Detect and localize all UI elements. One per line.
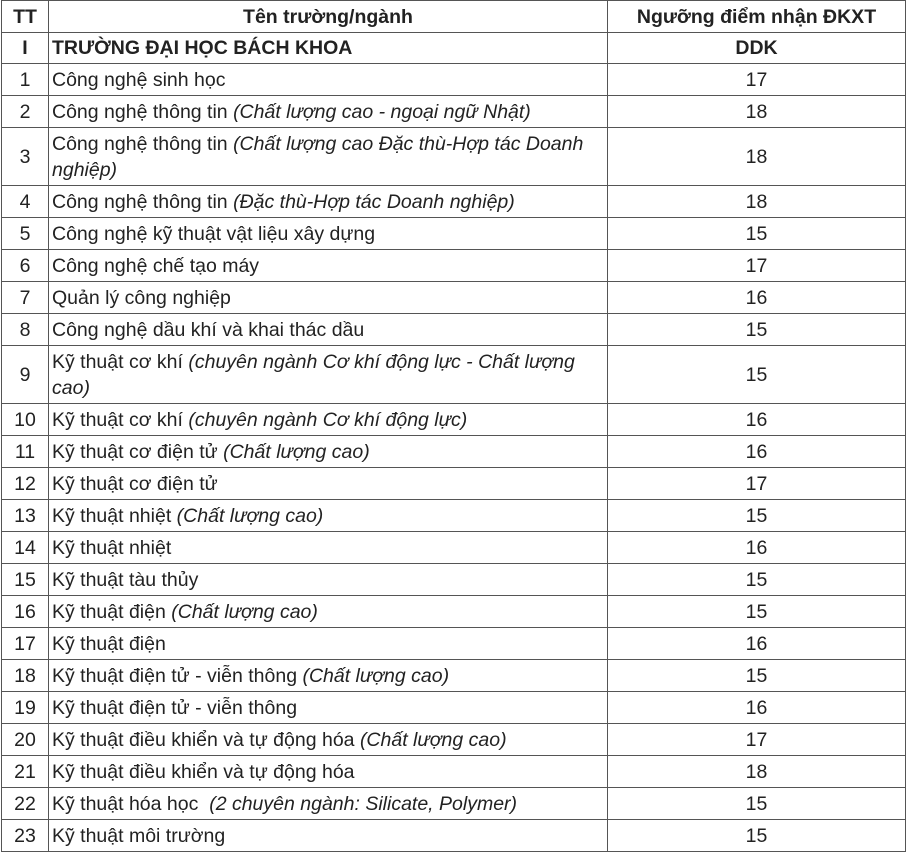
row-name: Kỹ thuật hóa học — [52, 792, 210, 815]
row-score: 17 — [608, 64, 906, 96]
row-name-cell — [49, 186, 608, 218]
table-row — [2, 628, 906, 660]
row-score: 15 — [608, 820, 906, 852]
row-name-cell — [49, 404, 608, 436]
row-score: 16 — [608, 532, 906, 564]
row-score: 15 — [608, 596, 906, 628]
row-name: Kỹ thuật nhiệt — [52, 536, 172, 559]
row-name: Kỹ thuật điều khiển và tự động hóa — [52, 760, 355, 783]
section-index: I — [2, 33, 49, 64]
row-score: 15 — [608, 788, 906, 820]
row-score: 16 — [608, 282, 906, 314]
admission-threshold-table — [1, 0, 906, 852]
row-note: (chuyên ngành Cơ khí động lực) — [188, 408, 468, 431]
table-row — [2, 596, 906, 628]
table-row — [2, 532, 906, 564]
row-name: Công nghệ dầu khí và khai thác dầu — [52, 318, 365, 341]
row-name-cell — [49, 346, 608, 404]
table-row — [2, 282, 906, 314]
table-row — [2, 64, 906, 96]
row-tt: 14 — [2, 532, 49, 564]
table-row — [2, 96, 906, 128]
header-score: Ngưỡng điểm nhận ĐKXT — [608, 1, 906, 33]
row-name-cell — [49, 250, 608, 282]
table-row — [2, 468, 906, 500]
row-name-cell — [49, 468, 608, 500]
table-row — [2, 724, 906, 756]
row-score: 16 — [608, 436, 906, 468]
row-score: 16 — [608, 692, 906, 724]
row-tt: 6 — [2, 250, 49, 282]
row-tt: 13 — [2, 500, 49, 532]
table-row — [2, 250, 906, 282]
row-score: 15 — [608, 346, 906, 404]
table-row — [2, 820, 906, 852]
row-name-cell — [49, 596, 608, 628]
row-score: 18 — [608, 186, 906, 218]
row-name-cell — [49, 96, 608, 128]
row-name-cell — [49, 500, 608, 532]
row-tt: 9 — [2, 346, 49, 404]
row-name: Công nghệ chế tạo máy — [52, 254, 260, 277]
row-name-cell — [49, 128, 608, 186]
table-row — [2, 436, 906, 468]
row-name-cell — [49, 628, 608, 660]
table-row — [2, 314, 906, 346]
row-name-cell — [49, 692, 608, 724]
row-name-cell — [49, 788, 608, 820]
row-note: (Chất lượng cao) — [359, 728, 507, 751]
row-score: 16 — [608, 404, 906, 436]
row-name-cell — [49, 282, 608, 314]
table-row — [2, 756, 906, 788]
row-tt: 4 — [2, 186, 49, 218]
row-name: Công nghệ sinh học — [52, 68, 226, 91]
row-name-cell — [49, 820, 608, 852]
row-note: (Chất lượng cao) — [171, 600, 318, 623]
row-name-cell — [49, 218, 608, 250]
section-name: TRƯỜNG ĐẠI HỌC BÁCH KHOA — [49, 33, 608, 64]
row-name: Quản lý công nghiệp — [52, 286, 231, 309]
row-score: 15 — [608, 660, 906, 692]
row-name-cell — [49, 756, 608, 788]
row-tt: 19 — [2, 692, 49, 724]
row-score: 15 — [608, 218, 906, 250]
row-score: 18 — [608, 128, 906, 186]
row-score: 15 — [608, 314, 906, 346]
row-tt: 1 — [2, 64, 49, 96]
row-tt: 3 — [2, 128, 49, 186]
table-row — [2, 788, 906, 820]
section-row — [2, 33, 906, 64]
row-note: (chuyên ngành Cơ khí động lực - Chất lượng cao) — [52, 350, 575, 399]
row-name: Công nghệ thông tin — [52, 100, 234, 123]
row-tt: 16 — [2, 596, 49, 628]
row-note: (Chất lượng cao) — [176, 504, 324, 527]
table-row — [2, 128, 906, 186]
table-row — [2, 404, 906, 436]
row-name: Kỹ thuật cơ khí — [52, 408, 189, 431]
row-tt: 5 — [2, 218, 49, 250]
table-row — [2, 186, 906, 218]
row-name: Kỹ thuật nhiệt — [52, 504, 177, 527]
row-name: Kỹ thuật điện tử - viễn thông — [52, 696, 298, 719]
table-row — [2, 500, 906, 532]
row-name: Kỹ thuật điện tử - viễn thông — [52, 664, 303, 687]
row-tt: 12 — [2, 468, 49, 500]
row-note: (Đặc thù-Hợp tác Doanh nghiệp) — [233, 190, 515, 213]
row-name: Kỹ thuật cơ điện tử — [52, 472, 218, 495]
row-score: 17 — [608, 250, 906, 282]
row-note: (Chất lượng cao - ngoại ngữ Nhật) — [233, 100, 531, 123]
header-name: Tên trường/ngành — [49, 1, 608, 33]
row-score: 18 — [608, 756, 906, 788]
row-name-cell — [49, 564, 608, 596]
row-name-cell — [49, 436, 608, 468]
table-row — [2, 564, 906, 596]
table-row — [2, 692, 906, 724]
row-note: (Chất lượng cao) — [302, 664, 450, 687]
row-tt: 17 — [2, 628, 49, 660]
row-name: Kỹ thuật điện — [52, 632, 166, 655]
row-tt: 21 — [2, 756, 49, 788]
table-row — [2, 218, 906, 250]
table-row — [2, 660, 906, 692]
row-score: 18 — [608, 96, 906, 128]
row-name-cell — [49, 660, 608, 692]
row-note: (Chất lượng cao) — [223, 440, 370, 463]
row-score: 17 — [608, 468, 906, 500]
row-tt: 18 — [2, 660, 49, 692]
row-name: Kỹ thuật tàu thủy — [52, 568, 199, 591]
row-name: Công nghệ thông tin — [52, 190, 234, 213]
row-score: 17 — [608, 724, 906, 756]
row-score: 15 — [608, 564, 906, 596]
row-tt: 22 — [2, 788, 49, 820]
section-code: DDK — [608, 33, 906, 64]
row-tt: 7 — [2, 282, 49, 314]
row-name: Kỹ thuật điện — [52, 600, 172, 623]
row-tt: 10 — [2, 404, 49, 436]
row-score: 15 — [608, 500, 906, 532]
row-name: Kỹ thuật môi trường — [52, 824, 226, 847]
row-tt: 2 — [2, 96, 49, 128]
row-name-cell — [49, 64, 608, 96]
row-tt: 20 — [2, 724, 49, 756]
table-row — [2, 346, 906, 404]
row-score: 16 — [608, 628, 906, 660]
row-note: (Chất lượng cao Đặc thù-Hợp tác Doanh nghiệp) — [52, 132, 584, 181]
header-tt: TT — [2, 1, 49, 33]
row-name: Công nghệ thông tin — [52, 132, 234, 155]
row-name: Kỹ thuật cơ điện tử — [52, 440, 224, 463]
row-tt: 23 — [2, 820, 49, 852]
table-header-row — [2, 1, 906, 33]
row-note: (2 chuyên ngành: Silicate, Polymer) — [209, 792, 518, 815]
row-tt: 11 — [2, 436, 49, 468]
row-name: Kỹ thuật cơ khí — [52, 350, 189, 373]
row-name-cell — [49, 724, 608, 756]
row-tt: 8 — [2, 314, 49, 346]
row-name-cell — [49, 314, 608, 346]
row-name: Kỹ thuật điều khiển và tự động hóa — [52, 728, 360, 751]
row-tt: 15 — [2, 564, 49, 596]
row-name: Công nghệ kỹ thuật vật liệu xây dựng — [52, 222, 376, 245]
row-name-cell — [49, 532, 608, 564]
